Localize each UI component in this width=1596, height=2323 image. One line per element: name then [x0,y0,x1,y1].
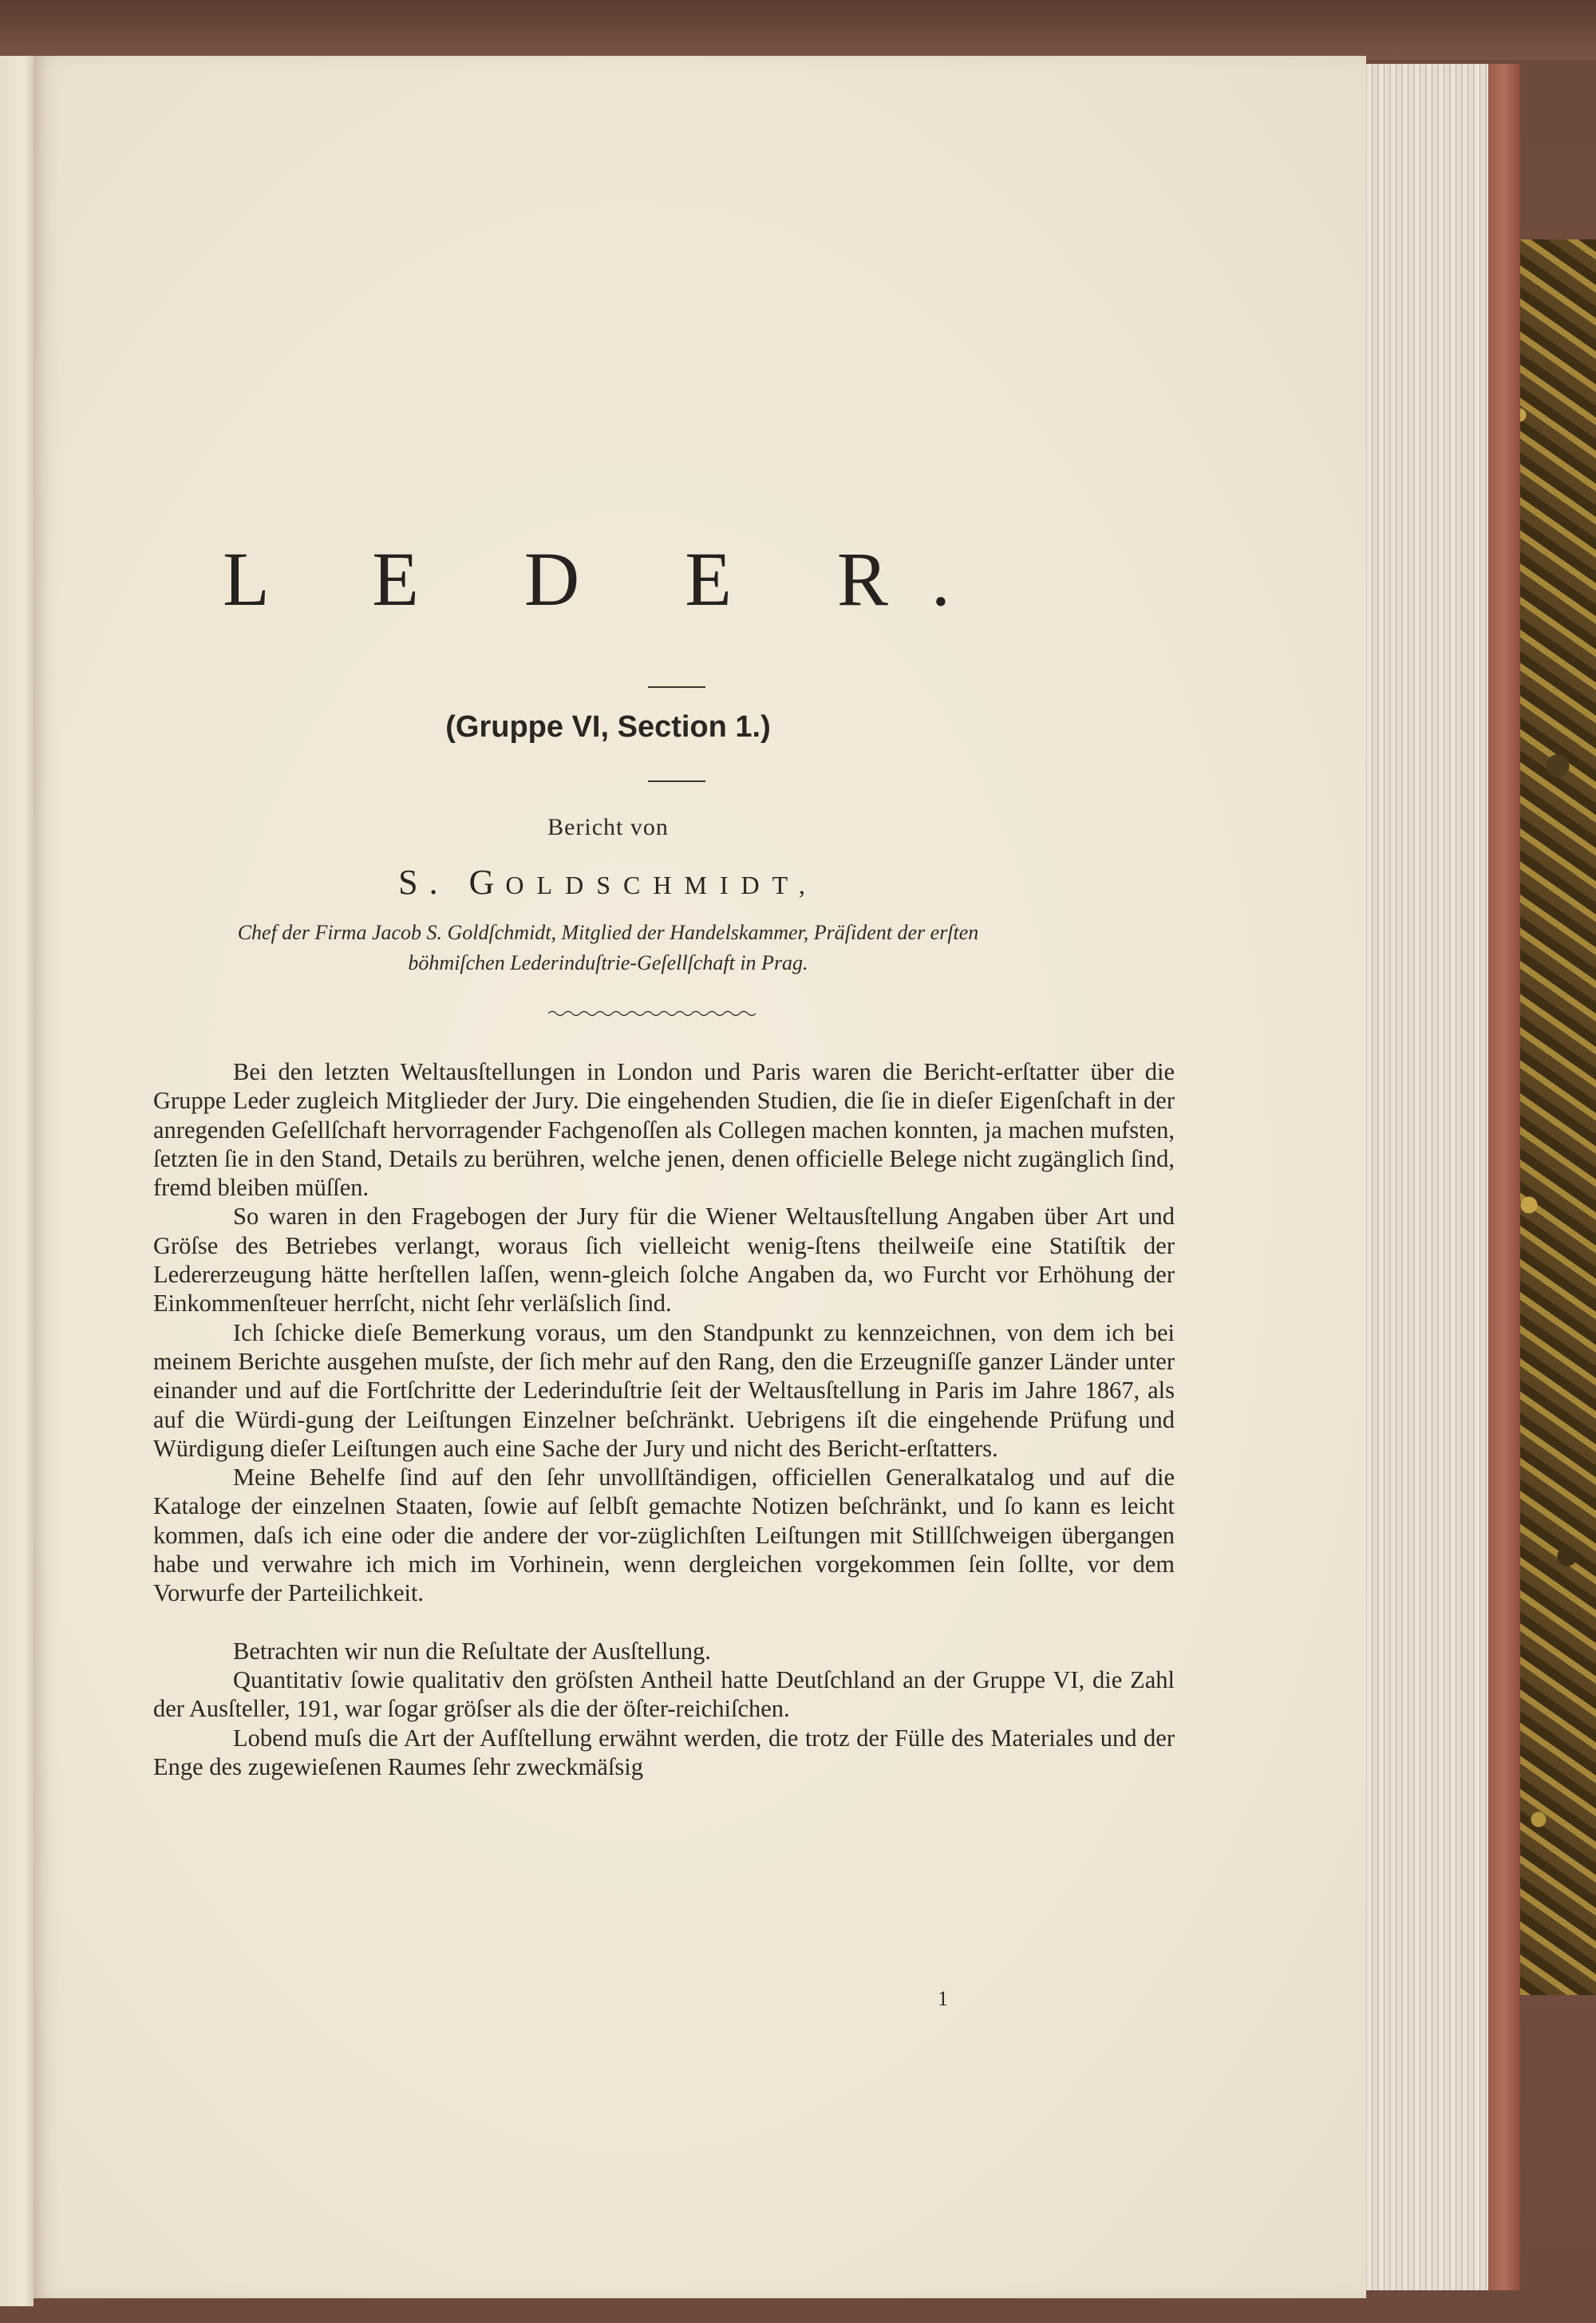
paragraph: Lobend muſs die Art der Aufſtellung erwähnt werden, die trotz der Fülle des Materiales und der Enge des zugewieſenen Raumes ſehr zweckmäſsig [153,1724,1175,1780]
page-number: 1 [938,1987,948,2010]
paragraph: Bei den letzten Weltausſtellungen in London und Paris waren die Bericht-erſtatter über die Gruppe Leder zugleich Mitglieder der Jury. Die eingehenden Studien, die ſie in dieſer Eigenſchaft in der anregenden Geſellſchaft hervorragender Fachgenoſſen als Collegen machen konnten, ja machen mufsten, ſetzten ſie in den Stand, Details zu berühren, welche jenen, denen officielle Belege nicht zugänglich ſind, fremd bleiben müſſen. [153,1058,1175,1202]
section-subtitle: (Gruppe VI, Section 1.) [445,710,771,744]
author-initial: S. G [398,863,506,902]
report-by-label: Bericht von [547,814,669,840]
title-rule-bottom [648,780,705,782]
author-affiliation [34,918,1183,978]
left-page-edge [0,56,34,2306]
body-text [153,1057,1175,1781]
affiliation-line-1: Chef der Firma Jacob S. Goldſchmidt, Mitglied der Handelskammer, Präſident der erſten [237,921,979,944]
ornamental-divider [548,1009,756,1017]
title-rule-top [648,686,705,688]
document-page [34,56,1366,2298]
paragraph: Quantitativ ſowie qualitativ den gröſsten Antheil hatte Deutſchland an der Gruppe VI, die Zahl der Ausſteller, 191, war ſogar gröſser als die der öſter-reichiſchen. [153,1665,1175,1723]
affiliation-line-2: böhmiſchen Lederinduſtrie-Geſellſchaft in Prag. [408,951,808,974]
paragraph: Meine Behelfe ſind auf den ſehr unvollſtändigen, officiellen Generalkatalog und auf die Kataloge der einzelnen Staaten, ſowie auf ſelbſt gemachte Notizen beſchränkt, und ſo kann es leicht kommen, daſs ich eine oder die andere der vor-züglichſten Leiſtungen mit Stillſchweigen übergangen habe und verwahre ich mich im Vorhinein, wenn dergleichen vorgekommen ſein ſollte, vor dem Vorwurfe der Parteilichkeit. [153,1464,1175,1607]
page-fore-edge [1361,64,1491,2290]
author-surname: OLDSCHMIDT, [505,871,818,899]
paragraph: Ich ſchicke dieſe Bemerkung voraus, um den Standpunkt zu kennzeichnen, von dem ich bei meinem Berichte ausgehen muſste, der ſich mehr auf den Rang, den die Erzeugniſſe ganzer Länder unter einander und auf die Fortſchritte der Lederinduſtrie ſeit der Weltausſtellung in Paris im Jahre 1867, als auf die Würdi-gung der Leiſtungen Einzelner beſchränkt. Uebrigens iſt die eingehende Prüfung und Würdigung dieſer Leiſtungen auch eine Sache der Jury und nicht des Bericht-erſtatters. [153,1318,1175,1462]
book-top-edge [0,0,1596,60]
author-name [34,862,1183,903]
paragraph: Betrachten wir nun die Reſultate der Ausſtellung. [233,1637,711,1665]
paragraph: So waren in den Fragebogen der Jury für die Wiener Weltausſtellung Angaben über Art und Gröſse des Betriebes verlangt, woraus ſich vielleicht wenig-ſtens theilweiſe eine Statiſtik der Ledererzeugung hätte herſtellen laſſen, wenn-gleich ſolche Angaben da, wo Furcht vor Erhöhung der Einkommenſteuer herrſcht, nicht ſehr verläſslich ſind. [153,1203,1175,1318]
page-title: L E D E R. [223,536,994,622]
